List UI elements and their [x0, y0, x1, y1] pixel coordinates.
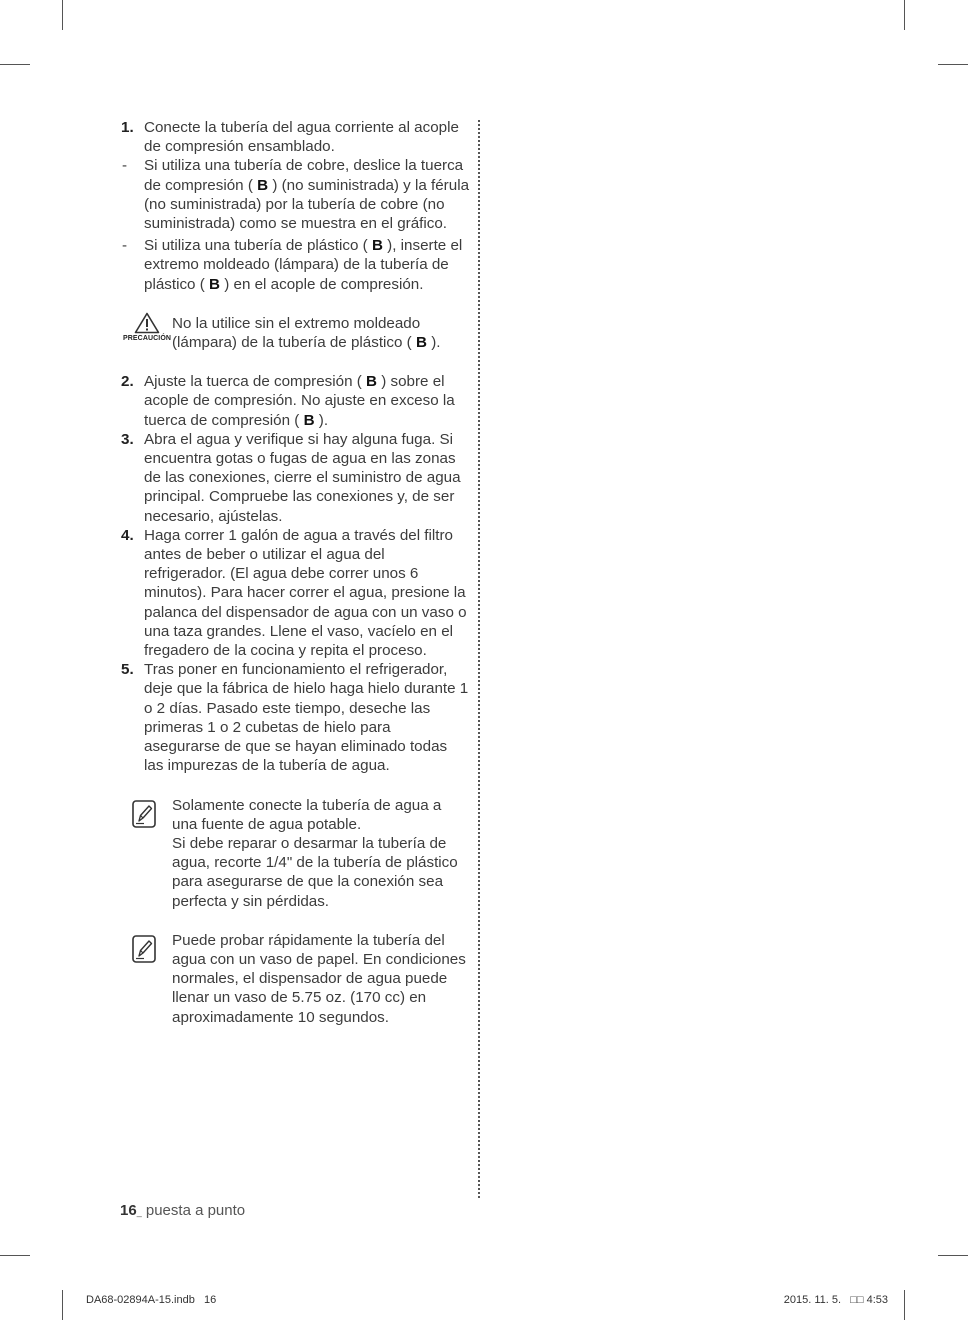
bullet-dash: -: [122, 157, 128, 175]
bullet-text: Si utiliza una tubería de cobre, deslice la tuerca de compresión (: [144, 157, 464, 194]
caution-label: PRECAUCIÓN: [122, 334, 172, 342]
column-divider: [478, 120, 480, 1198]
note-pencil-icon: [132, 800, 156, 833]
crop-mark-left-bottom: [0, 1255, 30, 1256]
crop-mark-top-left: [62, 0, 63, 30]
step-text: ).: [318, 411, 329, 429]
step-text: Tras poner en funcionamiento el refrigerador, deje que la fábrica de hielo haga hielo durante 1 o 2 días. Pasado este tiempo, deseche las primeras 1 o 2 cubetas de hielo para asegurarse de que se hayan eliminado todas las impurezas de la tubería de agua.: [144, 661, 469, 775]
bullet-plastic: [118, 236, 470, 294]
step-number: 2.: [121, 373, 134, 391]
slug-file-text: DA68-02894A-15.indb 16: [86, 1294, 217, 1306]
step-text: Conecte la tubería del agua corriente al acople de compresión ensamblado.: [144, 119, 459, 156]
step-number: 4.: [121, 526, 134, 544]
part-label-b: B: [415, 334, 427, 352]
step-text: Ajuste la tuerca de compresión (: [144, 373, 362, 391]
part-label-b: B: [303, 411, 315, 429]
part-label-b: B: [371, 237, 383, 255]
note-pencil-icon: [132, 935, 156, 968]
page-number: 16: [120, 1202, 137, 1219]
part-label-b: B: [209, 275, 220, 293]
bullet-copper: [118, 156, 470, 233]
step-1: [118, 118, 470, 156]
bullet-text: ) (no suministrada) y la férula (no suministrada) por la tubería de cobre (no suministrada) como se muestra en el gráfico.: [144, 176, 470, 233]
slug-date-text: 2015. 11. 5. □□ 4:53: [783, 1294, 888, 1306]
crop-mark-right-bottom: [938, 1255, 968, 1256]
step-text: Haga correr 1 galón de agua a través del filtro antes de beber o utilizar el agua del refrigerador. (El agua debe correr unos 6 minutos). Para hacer correr el agua, presione la palanca del dispensador de agua con un vaso o una taza grandes. Llene el vaso, vacíelo en el fregadero de la cocina y repita el proceso.: [144, 526, 467, 660]
part-label-b: B: [366, 373, 377, 391]
bullet-dash: -: [122, 237, 128, 255]
instructions-column: [118, 118, 470, 1027]
page-footer: [120, 1202, 245, 1219]
section-name: puesta a punto: [145, 1202, 246, 1219]
caution-text: ).: [431, 334, 441, 352]
caution-badge: [122, 312, 172, 343]
caution-notice: [118, 314, 470, 352]
bullet-text: ), inserte el extremo moldeado (lámpara) de la tubería de plástico (: [144, 237, 463, 293]
bullet-text: Si utiliza una tubería de plástico (: [144, 237, 368, 255]
step-text: Abra el agua y verifique si hay alguna fuga. Si encuentra gotas o fugas de agua en las zonas de las conexiones, cierre el suministro de agua principal. Compruebe las conexiones y, de ser necesario, ajústelas.: [144, 430, 461, 525]
crop-mark-bottom-right: [904, 1290, 905, 1320]
step-number: 3.: [121, 430, 134, 448]
step-number: 1.: [121, 119, 134, 136]
note-potable-water: [118, 796, 470, 911]
print-slug-file: [86, 1294, 216, 1306]
crop-mark-left-top: [0, 64, 30, 65]
part-label-b: B: [257, 176, 269, 194]
note-text: Puede probar rápidamente la tubería del agua con un vaso de papel. En condiciones normales, el dispensador de agua puede llenar un vaso de 5.75 oz. (170 cc) en aproximadamente 10 segundos.: [172, 931, 466, 1026]
crop-mark-bottom-left: [62, 1290, 63, 1320]
bullet-text: ) en el acople de compresión.: [224, 275, 424, 293]
note-paper-cup: [118, 931, 470, 1027]
crop-mark-top-right: [904, 0, 905, 30]
footer-separator: _: [136, 1207, 142, 1217]
step-2: [118, 372, 470, 430]
print-slug-date: [784, 1294, 888, 1306]
step-4: [118, 526, 470, 660]
step-5: [118, 660, 470, 775]
caution-text: No la utilice sin el extremo moldeado (lámpara) de la tubería de plástico (: [172, 314, 421, 352]
step-number: 5.: [121, 661, 134, 679]
note-text: Solamente conecte la tubería de agua a una fuente de agua potable.: [172, 796, 442, 833]
step-3: [118, 430, 470, 526]
crop-mark-right-top: [938, 64, 968, 65]
note-text: Si debe reparar o desarmar la tubería de agua, recorte 1/4" de la tubería de plástico para asegurarse de que la conexión sea perfecta y sin pérdidas.: [172, 834, 458, 910]
step-text: ) sobre el acople de compresión. No ajuste en exceso la tuerca de compresión (: [144, 373, 455, 429]
warning-triangle-icon: [134, 312, 160, 334]
